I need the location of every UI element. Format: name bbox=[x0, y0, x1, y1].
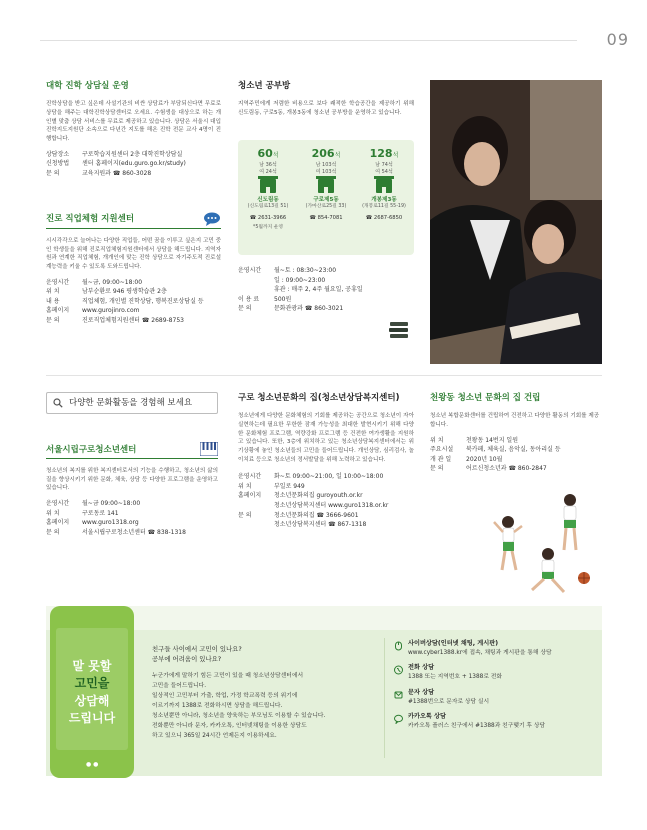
info-row: 문 의 서울시립구로청소년센터 ☎ 838-1318 bbox=[46, 528, 186, 536]
study-section bbox=[238, 80, 414, 118]
stat-note: *5월까지 운영 bbox=[252, 224, 284, 230]
univ-section bbox=[46, 80, 221, 178]
kids-playing-illustration bbox=[490, 492, 602, 604]
info-row: 상담장소 구로학습지원센터 2층 대학진학상담실 bbox=[46, 150, 183, 158]
study-info bbox=[238, 266, 414, 314]
career-section bbox=[46, 212, 221, 326]
building-icon bbox=[260, 179, 276, 193]
cheongwang-body: 청소년 복합문화센터를 건립하여 건전하고 다양한 활동의 기회를 제공합니다. bbox=[430, 413, 600, 428]
info-row: 신청방법 센터 홈페이지(edu.guro.go.kr/study) bbox=[46, 160, 186, 168]
books-icon bbox=[388, 320, 410, 340]
seoul-info bbox=[46, 499, 218, 537]
chat-bubble-icon bbox=[203, 212, 221, 226]
service-item: 문자 상담 #1388번으로 문자로 상담 실시 bbox=[394, 689, 598, 706]
guro-house-title: 구로 청소년문화의 집(청소년상담복지센터) bbox=[238, 393, 400, 403]
building-icon bbox=[376, 179, 392, 193]
seat-count: 206 bbox=[311, 147, 335, 160]
univ-body: 진학상담을 받고 싶은데 사설기관의 비싼 상담료가 부담되신다면 무료로 상담을 해주는 대학진학상담센터로 오세요. 수험생을 대상으로 하는 개인별 맞춤 상담 서비스를 무료로 제공하고 있습니다. 상담은 서울시 대입진학지도지원단 소속으로 다년간 지도를 해온 진학 전문 교사 4명이 진행합니다. bbox=[46, 101, 221, 142]
cheongwang-title: 천왕동 청소년 문화의 집 건립 bbox=[430, 393, 541, 403]
stat-column: 128석 남 74석 여 54석 개봉제3동 (개봉로11길 55-19) ☎ 2687-6850 bbox=[362, 147, 406, 221]
message-icon bbox=[394, 690, 403, 700]
phone-graphic bbox=[50, 606, 134, 778]
info-row: 운영시간 월~금 09:00~18:00 bbox=[46, 499, 141, 507]
study-stats-panel bbox=[238, 140, 414, 255]
info-row: 운영시간 월~토 : 08:30~23:00 bbox=[238, 267, 337, 274]
univ-title: 대학 진학 상담실 운영 bbox=[46, 81, 129, 91]
piano-icon bbox=[200, 442, 218, 456]
students-illustration bbox=[430, 80, 602, 364]
service-item: 전화 상담 1388 또는 지역번호 + 1388로 전화 bbox=[394, 664, 598, 681]
band-divider bbox=[384, 638, 385, 758]
info-row: 문 의 청소년문화의집 ☎ 3666-9601 bbox=[238, 511, 359, 519]
header-rule bbox=[40, 40, 577, 41]
info-row: 주요시설 북카페, 체육실, 음악실, 동아리실 등 bbox=[430, 446, 561, 454]
info-row: 일 : 09:00~23:00 bbox=[274, 276, 326, 284]
career-info bbox=[46, 278, 221, 326]
counsel-body: 누군가에게 말하기 힘든 고민이 있을 때 청소년상담센터에서 고민을 들어드립니다. 일상적인 고민부터 가출, 학업, 가정 학교폭력 등의 위기에 이르기까지 1388로 전화하시면 상담을 해드립니다. 청소년뿐만 아니라, 청소년을 양육하는 부모님도 이용할 수 있습니다. 전화뿐만 아니라 문자, 카카오톡, 인터넷채팅을 이용한 상담도 하고 있으니 365일 24시간 언제든지 이용하세요. bbox=[152, 672, 326, 740]
phone-message: 말 못할 고민을 상담해 드립니다 bbox=[68, 659, 116, 726]
guro-house-body: 청소년에게 다양한 문화체험의 기회를 제공하는 공간으로 청소년이 자아 실현하는데 필요한 무한한 잠재 가능성을 최대한 발현시키기 위해 다양한 문화체험 프로그램, 역량강화 프로그램 등 건전한 여가생활을 지원하고 있습니다. 또한, 3층에 위치하고 있는 청소년상담복지센터에서는 위기상황에 놓인 청소년들의 고민을 들어드립니다. 개인상담, 심리검사, 놀이치료 등으로 청소년의 정서발달을 위해 노력하고 있습니다. bbox=[238, 413, 414, 463]
counsel-section bbox=[152, 644, 380, 741]
info-row: 문 의 어르신청소년과 ☎ 860-2847 bbox=[430, 465, 547, 473]
phone-dots: ● ● bbox=[86, 761, 99, 769]
building-icon bbox=[318, 179, 334, 193]
phone-icon bbox=[394, 665, 403, 675]
page-number: 09 bbox=[606, 30, 629, 49]
seoul-rule bbox=[46, 458, 218, 459]
info-row: 위 치 천왕동 14번지 일원 bbox=[430, 436, 519, 444]
info-row: 휴관 : 매주 2, 4주 월요일, 공휴일 bbox=[274, 286, 363, 294]
seoul-title: 서울시립구로청소년센터 bbox=[46, 444, 137, 455]
counsel-question: 공부에 어려움이 있나요? bbox=[152, 655, 222, 664]
info-row: 문 의 문화관광과 ☎ 860-3021 bbox=[238, 305, 344, 313]
service-item: 사이버상담(인터넷 채팅, 게시판) www.cyber1388.kr에 접속, 채팅과 게시판을 통해 상담 bbox=[394, 640, 598, 657]
middle-rule bbox=[46, 375, 602, 376]
mouse-icon bbox=[394, 641, 403, 651]
guro-house-section bbox=[238, 392, 414, 530]
students-photo bbox=[430, 80, 602, 364]
info-row: 홈페이지 www.gurojinro.com bbox=[46, 307, 140, 315]
info-row: 개 관 일 2020년 10월 bbox=[430, 455, 503, 463]
info-row: 홈페이지 청소년문화의집 guroyouth.or.kr bbox=[238, 492, 363, 500]
career-body: 시시각각으로 늘어나는 다양한 직업들, 어떤 꿈을 이루고 싶은지 고민 중인 학생들을 위해 진로직업체험지원센터에서 상담을 해드립니다. 지역자원과 연계한 직업체험, 개개인에 맞는 진학 상담으로 자기주도적 진로설계능력을 키울 수 있도록 도와드립니다. bbox=[46, 238, 221, 270]
info-row: 문 의 교육지원과 ☎ 860-3028 bbox=[46, 169, 152, 177]
guro-house-info bbox=[238, 472, 414, 530]
service-item: 카카오톡 상담 카카오톡 플러스 친구에서 #1388과 친구맺기 후 상담 bbox=[394, 713, 598, 730]
info-row: 청소년상담복지센터 www.guro1318.or.kr bbox=[274, 502, 389, 510]
kakao-icon bbox=[394, 714, 403, 724]
services-list bbox=[394, 640, 598, 731]
info-row: 위 치 구로동로 141 bbox=[46, 509, 119, 517]
seat-count: 128 bbox=[369, 147, 393, 160]
info-row: 운영시간 월~금, 09:00~18:00 bbox=[46, 278, 143, 286]
counsel-question: 친구들 사이에서 고민이 있나요? bbox=[152, 645, 242, 653]
info-row: 홈페이지 www.guro1318.org bbox=[46, 519, 139, 527]
stat-column: 60석 남 36석 여 24석 신도림동 (신도림로13길 51) ☎ 2631-3966 *5월까지 운영 bbox=[240, 146, 296, 231]
info-row: 위 치 부일로 949 bbox=[238, 482, 305, 490]
seoul-body: 청소년의 복지를 위한 복지센터로서의 기능을 수행하고, 청소년의 삶의 질을 향상시키기 위한 문화, 체육, 상담 등 다양한 프로그램을 운영하고 있습니다. bbox=[46, 468, 218, 492]
stat-column: 206석 남 103석 여 103석 구로제5동 (가마산로25길 33) ☎ 854-7081 bbox=[305, 147, 347, 221]
seoul-section bbox=[46, 442, 218, 537]
career-title: 진로 직업체험 지원센터 bbox=[46, 213, 135, 224]
info-row: 청소년상담복지센터 ☎ 867-1318 bbox=[274, 521, 367, 529]
search-icon bbox=[53, 398, 63, 408]
cheongwang-info bbox=[430, 436, 602, 474]
career-rule bbox=[46, 228, 221, 229]
culture-search-box[interactable] bbox=[46, 392, 218, 414]
info-row: 문 의 진로직업체험지원센터 ☎ 2689-8753 bbox=[46, 317, 184, 324]
study-body: 지역주민에게 저렴한 비용으로 보다 쾌적한 학습공간을 제공하기 위해 신도림동, 구로5동, 개봉3동에 청소년 공부방을 운영하고 있습니다. bbox=[238, 101, 414, 116]
univ-info bbox=[46, 150, 221, 179]
seat-count: 60 bbox=[257, 147, 273, 160]
info-row: 위 치 남부순환로 946 평생학습관 2층 bbox=[46, 288, 167, 296]
study-title: 청소년 공부방 bbox=[238, 81, 291, 91]
info-row: 운영시간 화~토 09:00~21:00, 일 10:00~18:00 bbox=[238, 473, 384, 481]
search-text: 다양한 문화활동을 경험해 보세요 bbox=[69, 397, 193, 408]
cheongwang-section bbox=[430, 392, 602, 474]
info-row: 내 용 직업체험, 개인별 진학상담, 행복진로상담실 등 bbox=[46, 297, 204, 305]
info-row: 이 용 료 500원 bbox=[238, 295, 292, 303]
